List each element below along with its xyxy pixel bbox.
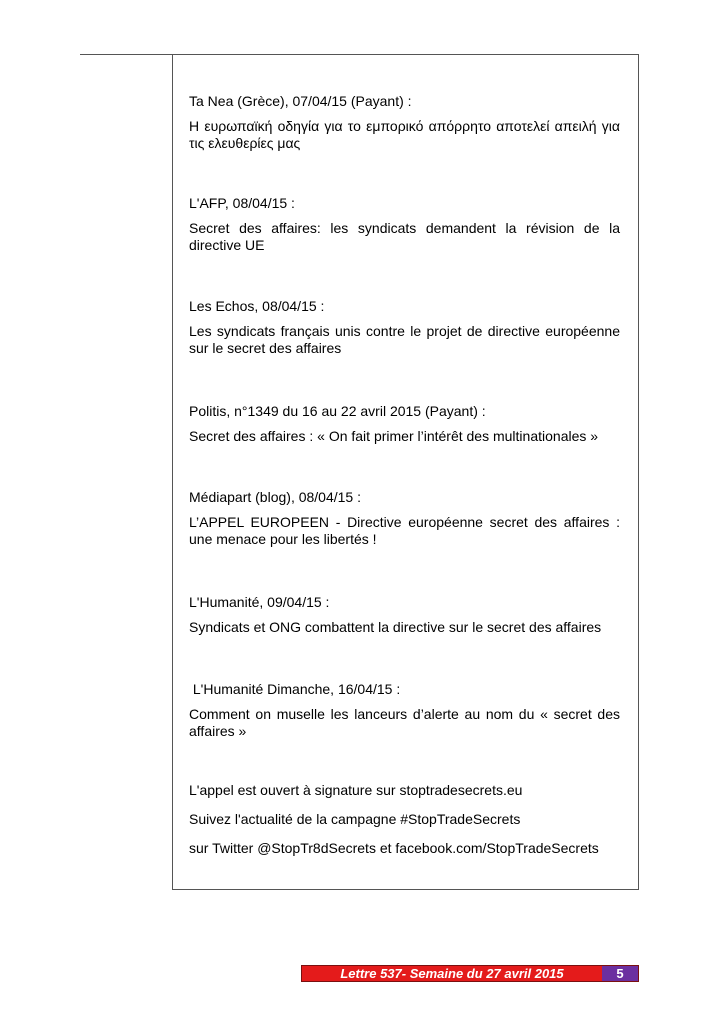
entry-source: L'AFP, 08/04/15 : [189, 195, 295, 211]
entry-headline: Η ευρωπαϊκή οδηγία για το εμπορικό απόρρητο αποτελεί απειλή για τις ελευθερίες μας [189, 118, 620, 151]
press-entry-humanite [189, 594, 620, 636]
press-entry-humanite-dimanche [189, 681, 620, 740]
newsletter-issue-label: Lettre 537- Semaine du 27 avril 2015 [302, 966, 602, 981]
entry-headline: Comment on muselle les lanceurs d’alerte au nom du « secret des affaires » [189, 706, 620, 739]
header-rule [80, 54, 172, 55]
entry-source: Les Echos, 08/04/15 : [189, 298, 325, 314]
press-entry-politis [189, 403, 620, 445]
entry-headline: Les syndicats français unis contre le projet de directive européenne sur le secret des affaires [189, 323, 620, 356]
entry-headline: Secret des affaires: les syndicats demandent la révision de la directive UE [189, 220, 620, 253]
entry-source: Politis, n°1349 du 16 au 22 avril 2015 (Payant) : [189, 403, 486, 419]
entry-source: Ta Nea (Grèce), 07/04/15 (Payant) : [189, 93, 412, 109]
entry-headline: Secret des affaires : « On fait primer l’intérêt des multinationales » [189, 428, 599, 444]
press-entry-mediapart [189, 489, 620, 548]
entry-headline: L’APPEL EUROPEEN - Directive européenne secret des affaires : une menace pour les libertés ! [189, 514, 620, 547]
appeal-signature-line: L'appel est ouvert à signature sur stoptradesecrets.eu [189, 782, 523, 798]
campaign-follow-line: Suivez l'actualité de la campagne #StopTradeSecrets [189, 811, 521, 827]
page-number: 5 [602, 966, 638, 981]
entry-source: Médiapart (blog), 08/04/15 : [189, 489, 361, 505]
press-entry-ta-nea [189, 93, 620, 152]
page-footer [301, 965, 639, 982]
entry-headline: Syndicats et ONG combattent la directive sur le secret des affaires [189, 619, 602, 635]
social-links-line: sur Twitter @StopTr8dSecrets et facebook.com/StopTradeSecrets [189, 840, 599, 856]
content-frame [172, 54, 639, 890]
entry-source: L'Humanité Dimanche, 16/04/15 : [189, 681, 401, 697]
press-entry-les-echos [189, 298, 620, 357]
entry-source: L'Humanité, 09/04/15 : [189, 594, 330, 610]
press-entry-afp [189, 195, 620, 254]
